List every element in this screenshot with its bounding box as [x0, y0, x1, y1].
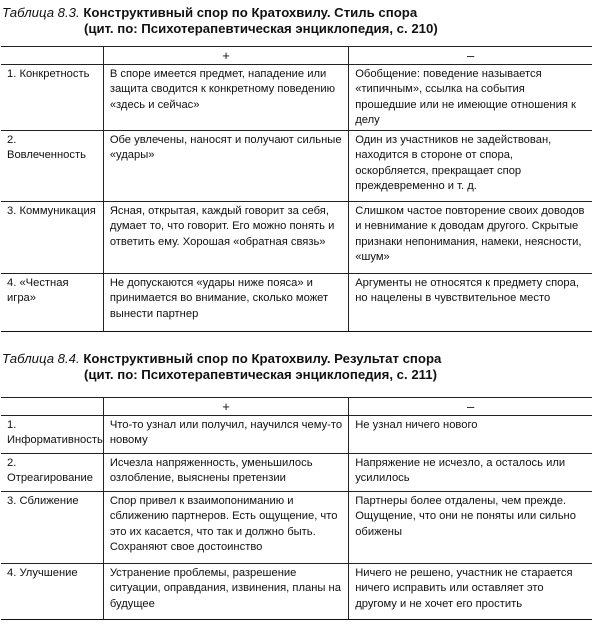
- table-8-3-title: Конструктивный спор по Кратохвилу. Стиль спора: [83, 5, 418, 20]
- row-minus: Слишком частое повторение своих доводов и невнимание к доводам другого. Скрытые признаки непонимания, намеки, неясности, «шум»: [349, 202, 592, 274]
- row-name: 4. «Честная игра»: [1, 274, 103, 332]
- header-minus: –: [349, 47, 592, 65]
- row-plus: Что-то узнал или получил, научился чему-то новому: [103, 416, 348, 454]
- table-row: [1, 131, 592, 202]
- table-8-3-label: Таблица 8.3.: [2, 5, 80, 20]
- row-name: 1. Информативность: [1, 416, 103, 454]
- table-8-3-source: (цит. по: Психотерапевтическая энциклопедия, с. 210): [84, 21, 438, 36]
- table-header-row: [1, 398, 592, 416]
- row-minus: Не узнал ничего нового: [349, 416, 592, 454]
- table-row: [1, 492, 592, 564]
- row-minus: Партнеры более отдалены, чем прежде. Ощущение, что они не поняты или сильно обижены: [349, 492, 592, 564]
- row-minus: Обобщение: поведение называется «типичным», ссылка на события прошедшие или не имеющие отношения к делу: [349, 65, 592, 131]
- table-row: [1, 416, 592, 454]
- row-plus: Устранение проблемы, разрешение ситуации, оправдания, извинения, планы на будущее: [103, 564, 348, 620]
- row-name: 1. Конкретность: [1, 65, 103, 131]
- row-minus: Ничего не решено, участник не старается ничего исправить или оставляет это другому и не хочет его простить: [349, 564, 592, 620]
- row-name: 4. Улучшение: [1, 564, 103, 620]
- header-plus: +: [103, 47, 348, 65]
- row-plus: Ясная, открытая, каждый говорит за себя, думает то, что говорит. Его можно понять и ответить ему. Хорошая «обратная связь»: [103, 202, 348, 274]
- row-plus: Обе увлечены, наносят и получают сильные «удары»: [103, 131, 348, 202]
- table-8-4: [1, 397, 592, 620]
- row-name: 3. Коммуникация: [1, 202, 103, 274]
- table-row: [1, 564, 592, 620]
- row-minus: Аргументы не относятся к предмету спора, но нацелены в чувствительное место: [349, 274, 592, 332]
- table-8-4-label: Таблица 8.4.: [2, 351, 80, 366]
- row-plus: В споре имеется предмет, нападение или защита сводится к конкретному поведению «здесь и сейчас»: [103, 65, 348, 131]
- row-plus: Исчезла напряженность, уменьшилось озлобление, выяснены претензии: [103, 454, 348, 492]
- header-empty: [1, 47, 103, 65]
- header-empty: [1, 398, 103, 416]
- row-plus: Спор привел к взаимопониманию и сближению партнеров. Есть ощущение, что это их касается, что так и должно быть. Сохраняют свое достоинство: [103, 492, 348, 564]
- row-name: 3. Сближение: [1, 492, 103, 564]
- table-row: [1, 274, 592, 332]
- row-minus: Один из участников не задействован, находится в стороне от спора, оскорбляется, прекращает спор преждевременно и т. д.: [349, 131, 592, 202]
- table-8-4-source: (цит. по: Психотерапевтическая энциклопедия, с. 211): [84, 367, 437, 382]
- table-8-4-title: Конструктивный спор по Кратохвилу. Результат спора: [83, 351, 442, 366]
- table-row: [1, 202, 592, 274]
- table-header-row: [1, 47, 592, 65]
- table-8-3: [1, 46, 592, 332]
- table-8-4-caption: [2, 351, 441, 383]
- row-name: 2. Отреагирование: [1, 454, 103, 492]
- table-row: [1, 454, 592, 492]
- header-plus: +: [103, 398, 348, 416]
- row-plus: Не допускаются «удары ниже пояса» и принимается во внимание, сколько может вынести партнер: [103, 274, 348, 332]
- row-minus: Напряжение не исчезло, а осталось или усилилось: [349, 454, 592, 492]
- row-name: 2. Вовлеченность: [1, 131, 103, 202]
- header-minus: –: [349, 398, 592, 416]
- table-row: [1, 65, 592, 131]
- table-8-3-caption: [2, 5, 438, 37]
